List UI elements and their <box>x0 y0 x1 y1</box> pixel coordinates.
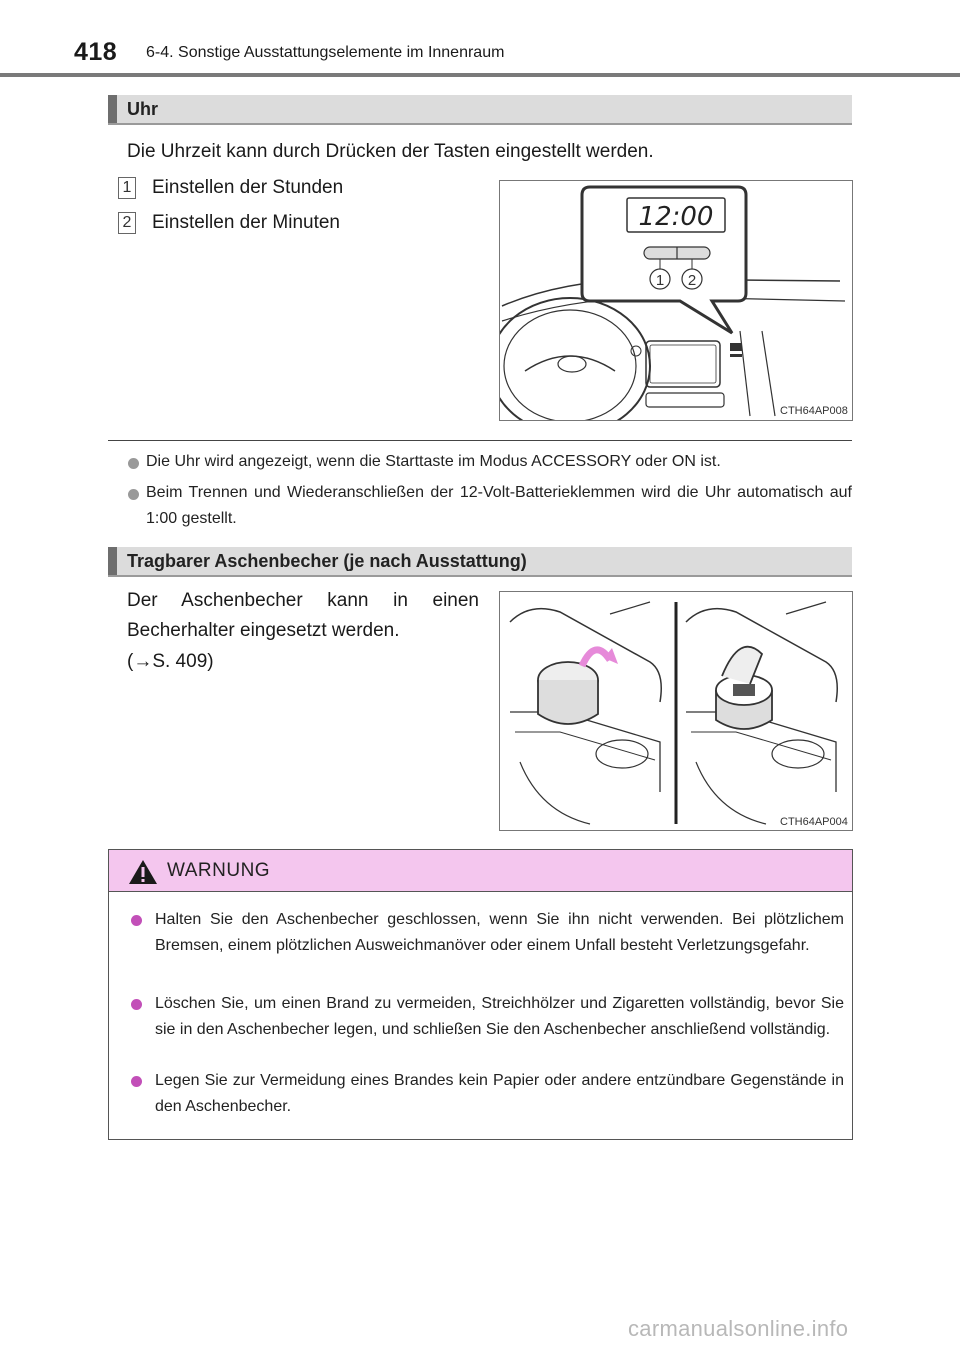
section-bar-clock <box>108 95 852 125</box>
step-text-minutes: Einstellen der Minuten <box>152 212 340 233</box>
warning-box <box>108 849 853 1140</box>
section-bar-ashtray <box>108 547 852 577</box>
ashtray-text-line2: Becherhalter eingesetzt werden. <box>127 620 400 641</box>
dashboard-illustration <box>500 181 852 420</box>
section-bar-tab <box>108 547 117 575</box>
callout-2: 2 <box>687 272 697 289</box>
ashtray-illustration <box>500 592 852 830</box>
note-item: Die Uhr wird angezeigt, wenn die Starttaste im Modus ACCESSORY oder ON ist. <box>128 449 852 475</box>
warning-item: Halten Sie den Aschenbecher geschlossen, wenn Sie ihn nicht verwenden. Bei plötzlichem Bremsen, einem plötzlichen Ausweichmanöver oder einem Unfall besteht Verletzungsgefahr. <box>131 907 844 959</box>
warning-header <box>109 850 852 892</box>
section-title-ashtray: Tragbarer Aschenbecher (je nach Ausstattung) <box>127 551 527 571</box>
page-number: 418 <box>74 38 118 66</box>
step-number-2: 2 <box>118 212 136 234</box>
step-text-hours: Einstellen der Stunden <box>152 177 344 198</box>
chapter-title: 6-4. Sonstige Ausstattungselemente im Innenraum <box>146 44 505 61</box>
figure-code-ashtray: CTH64AP004 <box>780 816 848 828</box>
watermark: carmanualsonline.info <box>628 1316 849 1341</box>
ashtray-figure <box>499 591 853 831</box>
note-item: Beim Trennen und Wiederanschließen der 12-Volt-Batterieklemmen wird die Uhr automatisch auf 1:00 gestellt. <box>128 480 852 532</box>
ashtray-text-line1: Der Aschenbecher kann in einen <box>127 590 479 611</box>
clock-display-time: 12:00 <box>638 202 714 232</box>
bullet-icon <box>128 458 139 469</box>
bullet-icon <box>131 1076 142 1087</box>
clock-figure <box>499 180 853 421</box>
warning-triangle-icon <box>128 859 158 885</box>
section-bar-tab <box>108 95 117 123</box>
figure-code-clock: CTH64AP008 <box>780 405 848 417</box>
bullet-icon <box>131 915 142 926</box>
warning-title: WARNUNG <box>167 860 271 881</box>
header-rule <box>0 73 960 77</box>
warning-item: Legen Sie zur Vermeidung eines Brandes kein Papier oder andere entzündbare Gegenstände in den Aschenbecher. <box>131 1068 844 1120</box>
bullet-icon <box>131 999 142 1010</box>
clock-intro: Die Uhrzeit kann durch Drücken der Tasten eingestellt werden. <box>127 141 654 162</box>
section-separator <box>108 440 852 441</box>
ashtray-page-ref: (→S. 409) <box>127 651 214 672</box>
bullet-icon <box>128 489 139 500</box>
warning-item: Löschen Sie, um einen Brand zu vermeiden, Streichhölzer und Zigaretten vollständig, bevor Sie sie in den Aschenbecher legen, und schließen Sie den Aschenbecher anschließend vollständig. <box>131 991 844 1043</box>
callout-1: 1 <box>655 272 665 289</box>
section-title-clock: Uhr <box>127 99 158 119</box>
step-number-1: 1 <box>118 177 136 199</box>
